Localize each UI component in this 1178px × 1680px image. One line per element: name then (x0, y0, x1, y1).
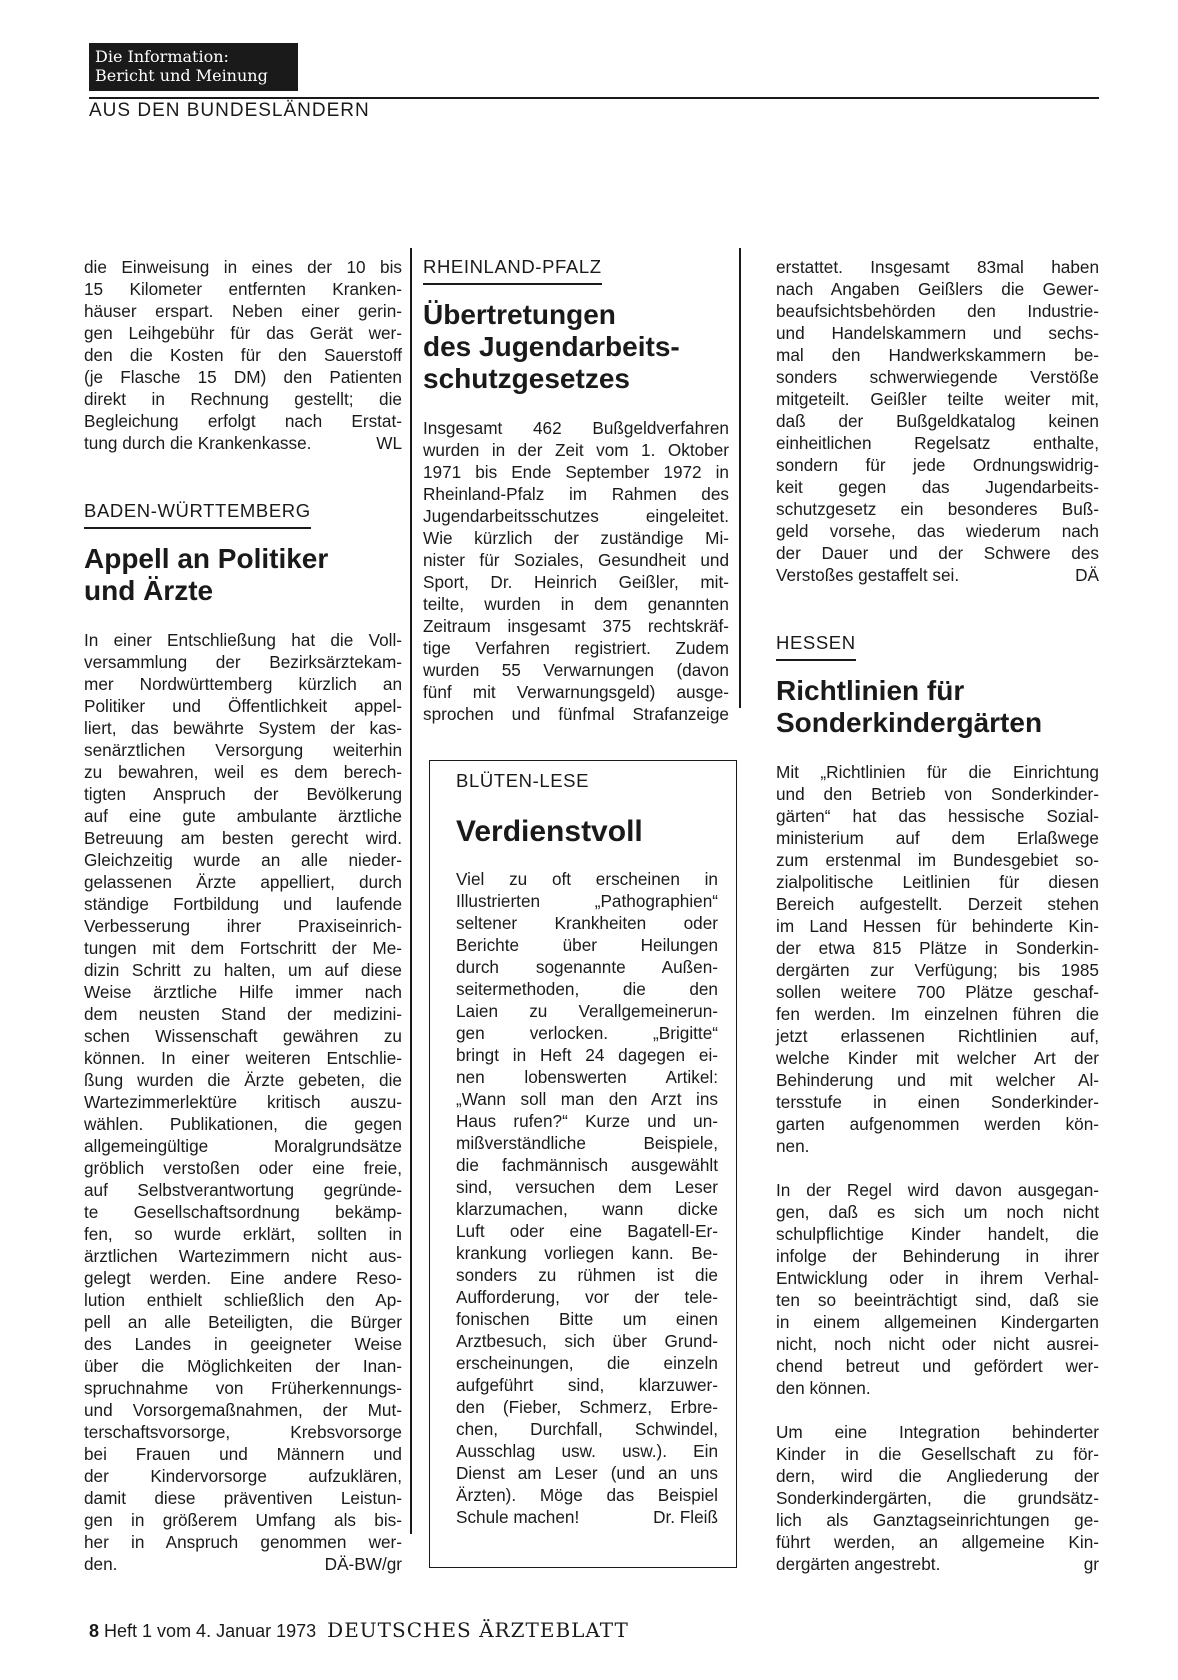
text-line: über die Möglichkeiten der Inan- (84, 1356, 402, 1376)
bluetenlese-content (456, 770, 718, 1528)
text-line: tung durch die Krankenkasse. (84, 433, 312, 453)
text-line: Entwicklung oder in ihrem Verhal- (776, 1268, 1099, 1288)
text-line: beaufsichtsbehörden den Industrie- (776, 301, 1099, 321)
text-line: und den Betrieb von Sonderkinder- (776, 784, 1099, 804)
text-line: nicht, noch nicht oder nicht ausrei- (776, 1334, 1099, 1354)
text-line: ständige Fortbildung und laufende (84, 894, 402, 914)
text-line: bei Frauen und Männern und (84, 1444, 402, 1464)
article-paragraph (776, 761, 1099, 1135)
text-line: klarzumachen, wann dicke (456, 1199, 718, 1219)
text-line: senärztlichen Versorgung weiterhin (84, 740, 402, 760)
text-line: gelassenen Ärzte appelliert, durch (84, 872, 402, 892)
text-line: tersstufe in einen Sonderkinder- (776, 1092, 1099, 1112)
section-heading: AUS DEN BUNDESLÄNDERN (89, 100, 370, 121)
text-line: gelegt werden. Eine andere Reso- (84, 1268, 402, 1288)
text-line: fen, so wurde erklärt, sollten in (84, 1224, 402, 1244)
headline-line: Übertretungen (423, 299, 616, 330)
text-line: direkt in Rechnung gestellt; die (84, 389, 402, 409)
column-divider (410, 248, 412, 1534)
article-body (456, 868, 718, 1506)
text-line: 1971 bis Ende September 1972 in (423, 462, 729, 482)
text-line: gen in größerem Umfang als bis- (84, 1510, 402, 1530)
text-line: gen, daß es sich um noch nicht (776, 1202, 1099, 1222)
text-line: Berichte über Heilungen (456, 935, 718, 955)
text-line: pell an alle Beteiligten, die Bürger (84, 1312, 402, 1332)
text-line: dergärten zur Verfügung; bis 1985 (776, 960, 1099, 980)
text-line: nister für Soziales, Gesundheit und (423, 550, 729, 570)
text-line: sondern für jede Ordnungswidrig- (776, 455, 1099, 475)
author-signature: Dr. Fleiß (653, 1507, 718, 1527)
text-line: den die Kosten für den Sauerstoff (84, 345, 402, 365)
issue-info: Heft 1 vom 4. Januar 1973 (104, 1621, 317, 1641)
column-3 (776, 256, 1099, 1575)
text-line: Laien zu Verallgemeinerun- (456, 1001, 718, 1021)
author-signature: WL (376, 433, 402, 453)
author-signature: gr (1083, 1554, 1099, 1574)
text-line: Kinder in die Gesellschaft zu för- (776, 1444, 1099, 1464)
text-line: krankung vorliegen kann. Be- (456, 1243, 718, 1263)
text-line: infolge der Behinderung in ihrer (776, 1246, 1099, 1266)
text-line: nach Angaben Geißlers die Gewer- (776, 279, 1099, 299)
continued-text-end (84, 432, 402, 454)
text-line: fen werden. Im einzelnen führen die (776, 1004, 1099, 1024)
text-line: teilte, wurden in dem genannten (423, 594, 729, 614)
kicker-box (89, 43, 298, 91)
text-line: Um eine Integration behinderter (776, 1422, 1099, 1442)
text-line: Bereich aufgestellt. Derzeit stehen (776, 894, 1099, 914)
text-line: ten so beeinträchtigt sind, daß sie (776, 1290, 1099, 1310)
text-line: Viel zu oft erscheinen in (456, 869, 718, 889)
text-line: führt werden, an allgemeine Kin- (776, 1532, 1099, 1552)
text-line: sollen weitere 700 Plätze geschaf- (776, 982, 1099, 1002)
text-line: damit diese präventiven Leistun- (84, 1488, 402, 1508)
text-line: gröblich verstoßen oder eine freie, (84, 1158, 402, 1178)
text-line: im Land Hessen für behinderte Kin- (776, 916, 1099, 936)
text-line: gen Leihgebühr für das Gerät wer- (84, 323, 402, 343)
text-line: der Dauer und der Schwere des (776, 543, 1099, 563)
text-line: seitermethoden, die den (456, 979, 718, 999)
text-line: Weise ärztliche Hilfe immer nach (84, 982, 402, 1002)
page-footer (89, 1618, 629, 1642)
column-divider (739, 248, 741, 708)
article-paragraph (776, 1179, 1099, 1377)
article-paragraph (776, 1421, 1099, 1553)
text-line: dern, wird die Angliederung der (776, 1466, 1099, 1486)
header-rule (89, 97, 1099, 99)
text-line: Insgesamt 462 Bußgeldverfahren (423, 418, 729, 438)
text-line: des Landes in geeigneter Weise (84, 1334, 402, 1354)
page-number: 8 (89, 1621, 100, 1641)
text-line: jetzt erlassenen Richtlinien auf, (776, 1026, 1099, 1046)
article-body-end (776, 1553, 1099, 1575)
text-line: Ausschlag usw. usw.). Ein (456, 1441, 718, 1461)
text-line: seltener Krankheiten oder (456, 913, 718, 933)
text-line: schulpflichtige Kinder handelt, die (776, 1224, 1099, 1244)
text-line: die fachmännisch ausgewählt (456, 1155, 718, 1175)
text-line: chend betreut und gefördert wer- (776, 1356, 1099, 1376)
text-line: bringt in Heft 24 dagegen ei- (456, 1045, 718, 1065)
text-line: Dienst am Leser (und an uns (456, 1463, 718, 1483)
text-line: dergärten angestrebt. (776, 1554, 941, 1574)
continued-text (776, 256, 1099, 564)
text-line: gen verlocken. „Brigitte“ (456, 1023, 718, 1043)
text-line: Behinderung und mit welcher Al- (776, 1070, 1099, 1090)
text-line: Zeitraum insgesamt 375 rechtskräf- (423, 616, 729, 636)
text-line: dizin Schritt zu halten, um auf diese (84, 960, 402, 980)
region-label: BLÜTEN-LESE (456, 770, 590, 791)
article-headline: Verdienstvoll (456, 815, 643, 848)
article-headline (84, 543, 402, 607)
kicker-line-1: Die Information: (95, 47, 229, 66)
text-line: allgemeingültige Moralgrundsätze (84, 1136, 402, 1156)
region-label: BADEN-WÜRTTEMBERG (84, 500, 311, 529)
text-line: in einem allgemeinen Kindergarten (776, 1312, 1099, 1332)
text-line: auf eine gute ambulante ärztliche (84, 806, 402, 826)
text-line: Aufforderung, vor der tele- (456, 1287, 718, 1307)
column-1 (84, 256, 402, 1575)
text-line: erscheinungen, die einzeln (456, 1353, 718, 1373)
text-line: den. (84, 1554, 118, 1574)
text-line: tige Verfahren registriert. Zudem (423, 638, 729, 658)
text-line: wurden 55 Verwarnungen (davon (423, 660, 729, 680)
text-line: daß der Bußgeldkatalog keinen (776, 411, 1099, 431)
text-line: garten aufgenommen werden kön- (776, 1114, 1099, 1134)
text-line: tigten Anspruch der Bevölkerung (84, 784, 402, 804)
text-line: mißverständliche Beispiele, (456, 1133, 718, 1153)
region-label: RHEINLAND-PFALZ (423, 256, 602, 285)
text-line: Mit „Richtlinien für die Einrichtung (776, 762, 1099, 782)
text-line: liert, das bewährte System der kas- (84, 718, 402, 738)
region-label: HESSEN (776, 632, 856, 661)
text-line: nen lobenswerten Artikel: (456, 1067, 718, 1087)
text-line: lich als Ganztagseinrichtungen ge- (776, 1510, 1099, 1530)
text-line: sonders schwerwiegende Verstöße (776, 367, 1099, 387)
text-line: tungen mit dem Fortschritt der Me- (84, 938, 402, 958)
text-line: sonders zu rühmen ist die (456, 1265, 718, 1285)
headline-line: und Ärzte (84, 575, 214, 606)
text-line: Politiker und Öffentlichkeit appel- (84, 696, 402, 716)
headline-line: des Jugendarbeits- (423, 331, 680, 362)
continued-text (84, 256, 402, 432)
headline-line: Appell an Politiker (84, 543, 329, 574)
text-line: der Kindervorsorge aufzuklären, (84, 1466, 402, 1486)
text-line: Luft oder eine Bagatell-Er- (456, 1221, 718, 1241)
text-line: und Handelskammern und sechs- (776, 323, 1099, 343)
text-line: Betreuung am besten gerecht wird. (84, 828, 402, 848)
text-line: Gleichzeitig wurde an alle nieder- (84, 850, 402, 870)
text-line: zialpolitische Leitlinien für diesen (776, 872, 1099, 892)
text-line: aufgeführt sind, klarzuwer- (456, 1375, 718, 1395)
text-line: den können. (776, 1378, 871, 1398)
text-line: 15 Kilometer entfernten Kranken- (84, 279, 402, 299)
text-line: versammlung der Bezirksärztekam- (84, 652, 402, 672)
text-line: Begleichung erfolgt nach Erstat- (84, 411, 402, 431)
text-line: „Wann soll man den Arzt ins (456, 1089, 718, 1109)
text-line: durch sogenannte Außen- (456, 957, 718, 977)
text-line: ministerium auf dem Erlaßwege (776, 828, 1099, 848)
text-line: (je Flasche 15 DM) den Patienten (84, 367, 402, 387)
text-line: dem neusten Stand der medizini- (84, 1004, 402, 1024)
article-headline (776, 675, 1099, 739)
text-line: schen Wissenschaft gewähren zu (84, 1026, 402, 1046)
text-line: Sonderkindergärten, die grundsätz- (776, 1488, 1099, 1508)
text-line: mer Nordwürttemberg kürzlich an (84, 674, 402, 694)
text-line: her in Anspruch genommen wer- (84, 1532, 402, 1552)
text-line: Jugendarbeitsschutzes eingeleitet. (423, 506, 729, 526)
text-line: mal den Handwerkskammern be- (776, 345, 1099, 365)
article-body (84, 629, 402, 1553)
text-line: den (Fieber, Schmerz, Erbre- (456, 1397, 718, 1417)
text-line: Arztbesuch, sich über Grund- (456, 1331, 718, 1351)
text-line: zum erstenmal im Bundesgebiet so- (776, 850, 1099, 870)
text-line: der etwa 815 Plätze in Sonderkin- (776, 938, 1099, 958)
text-line: gärten“ hat das hessische Sozial- (776, 806, 1099, 826)
text-line: keit gegen das Jugendarbeits- (776, 477, 1099, 497)
text-line: te Gesellschaftsordnung bekämp- (84, 1202, 402, 1222)
text-line: Ärzten). Möge das Beispiel (456, 1485, 718, 1505)
text-line: wurden in der Zeit vom 1. Oktober (423, 440, 729, 460)
text-line: die Einweisung in eines der 10 bis (84, 257, 402, 277)
continued-text-end (776, 564, 1099, 586)
headline-line: Sonderkindergärten (776, 707, 1043, 738)
text-line: geld vorsehe, das wiederum nach (776, 521, 1099, 541)
text-line: ärztlichen Wartezimmern nicht aus- (84, 1246, 402, 1266)
text-line: nen. (776, 1136, 810, 1156)
column-2 (423, 256, 729, 725)
text-line: Schule machen! (456, 1507, 580, 1527)
text-line: In der Regel wird davon ausgegan- (776, 1180, 1099, 1200)
text-line: spruchnahme von Früherkennungs- (84, 1378, 402, 1398)
text-line: fünf mit Verwarnungsgeld) ausge- (423, 682, 729, 702)
article-body-end (84, 1553, 402, 1575)
text-line: Wie kürzlich der zuständige Mi- (423, 528, 729, 548)
text-line: auf Selbstverantwortung gegründe- (84, 1180, 402, 1200)
text-line: sprochen und fünfmal Strafanzeige (423, 704, 729, 724)
magazine-title: DEUTSCHES ÄRZTEBLATT (327, 1618, 629, 1642)
text-line: chen, Durchfall, Schwindel, (456, 1419, 718, 1439)
headline-line: Richtlinien für (776, 675, 965, 706)
text-line: Sport, Dr. Heinrich Geißler, mit- (423, 572, 729, 592)
text-line: Wartezimmerlektüre kritisch auszu- (84, 1092, 402, 1112)
text-line: fonischen Bitte um einen (456, 1309, 718, 1329)
text-line: Haus rufen?“ Kurze und un- (456, 1111, 718, 1131)
text-line: mitgeteilt. Geißler teilte weiter mit, (776, 389, 1099, 409)
author-signature: DÄ-BW/gr (324, 1554, 402, 1574)
text-line: und Vorsorgemaßnahmen, der Mut- (84, 1400, 402, 1420)
text-line: ßung wurden die Ärzte gebeten, die (84, 1070, 402, 1090)
text-line: Illustrierten „Pathographien“ (456, 891, 718, 911)
text-line: häuser erspart. Neben einer gerin- (84, 301, 402, 321)
text-line: Rheinland-Pfalz im Rahmen des (423, 484, 729, 504)
article-headline (423, 299, 729, 395)
text-line: lution enthielt schließlich den Ap- (84, 1290, 402, 1310)
text-line: sind, versuchen dem Leser (456, 1177, 718, 1197)
text-line: einheitlichen Regelsatz enthalte, (776, 433, 1099, 453)
text-line: schutzgesetz ein besonderes Buß- (776, 499, 1099, 519)
text-line: können. In einer weiteren Entschlie- (84, 1048, 402, 1068)
text-line: zu bewahren, weil es dem berech- (84, 762, 402, 782)
text-line: welche Kinder mit welcher Art der (776, 1048, 1099, 1068)
text-line: Verstoßes gestaffelt sei. (776, 565, 960, 585)
author-signature: DÄ (1075, 565, 1099, 585)
headline-line: schutzgesetzes (423, 363, 630, 394)
text-line: terschaftsvorsorge, Krebsvorsorge (84, 1422, 402, 1442)
text-line: wählen. Publikationen, die gegen (84, 1114, 402, 1134)
text-line: Verbesserung ihrer Praxiseinrich- (84, 916, 402, 936)
text-line: erstattet. Insgesamt 83mal haben (776, 257, 1099, 277)
kicker-line-2: Bericht und Meinung (95, 66, 268, 85)
text-line: In einer Entschließung hat die Voll- (84, 630, 402, 650)
article-body-end (456, 1506, 718, 1528)
article-body (423, 417, 729, 725)
